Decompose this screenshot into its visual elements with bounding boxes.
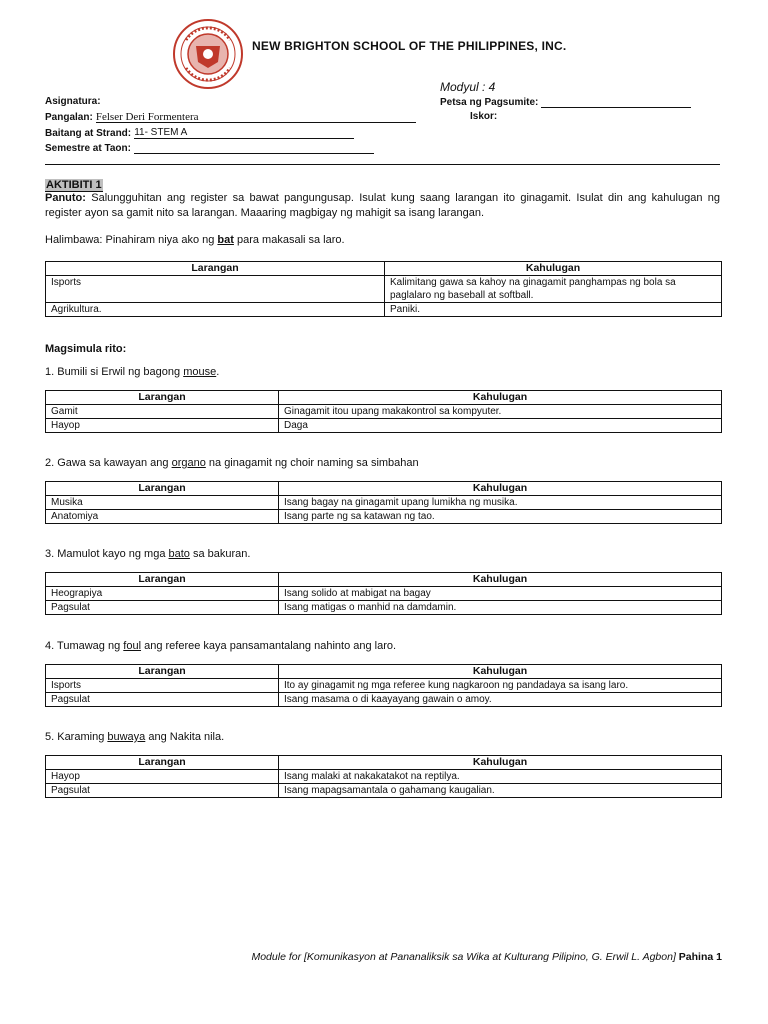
- page-number: 1: [716, 951, 722, 963]
- item-4-sentence: 4. Tumawag ng foul ang referee kaya pansamantalang nahinto ang laro.: [45, 640, 397, 652]
- item-2-sentence: 2. Gawa sa kawayan ang organo na ginagamit ng choir naming sa simbahan: [45, 457, 419, 469]
- item-3-table: Larangan Kahulugan Heograpiya Isang solido at mabigat na bagay Pagsulat Isang matigas o manhid na damdamin.: [45, 572, 722, 615]
- asignatura-label: Asignatura:: [45, 96, 101, 107]
- semestre-line[interactable]: [134, 142, 374, 154]
- baitang-value[interactable]: 11- STEM A: [134, 127, 354, 139]
- table-row: Pagsulat Isang masama o di kaayayang gawain o amoy.: [46, 693, 722, 707]
- table-row: Hayop Daga: [46, 419, 722, 433]
- register-word: buwaya: [107, 731, 146, 743]
- header-larangan: Larangan: [46, 262, 385, 276]
- module-number: Modyul : 4: [440, 80, 496, 94]
- item-2-table: Larangan Kahulugan Musika Isang bagay na ginagamit upang lumikha ng musika. Anatomiya Isang parte ng sa katawan ng tao.: [45, 481, 722, 524]
- table-row: Isports Ito ay ginagamit ng mga referee kung nagkaroon ng pandadaya sa isang laro.: [46, 679, 722, 693]
- item-5-sentence: 5. Karaming buwaya ang Nakita nila.: [45, 731, 225, 743]
- semestre-field: Semestre at Taon:: [45, 142, 374, 154]
- item-4-table: Larangan Kahulugan Isports Ito ay ginagamit ng mga referee kung nagkaroon ng pandadaya sa isang laro. Pagsulat Isang masama o di kaayayang gawain o amoy.: [45, 664, 722, 707]
- table-row: Heograpiya Isang solido at mabigat na bagay: [46, 587, 722, 601]
- table-row: Musika Isang bagay na ginagamit upang lumikha ng musika.: [46, 496, 722, 510]
- pangalan-value[interactable]: Felser Deri Formentera: [96, 111, 416, 123]
- table-row: Gamit Ginagamit itou upang makakontrol sa kompyuter.: [46, 405, 722, 419]
- item-3-sentence: 3. Mamulot kayo ng mga bato sa bakuran.: [45, 548, 251, 560]
- register-word: foul: [123, 640, 142, 652]
- register-word: mouse: [183, 366, 217, 378]
- pangalan-field: Pangalan: Felser Deri Formentera: [45, 111, 416, 123]
- table-row: Hayop Isang malaki at nakakatakot na reptilya.: [46, 770, 722, 784]
- item-1-sentence: 1. Bumili si Erwil ng bagong mouse.: [45, 366, 220, 378]
- divider: [45, 164, 720, 165]
- header-kahulugan: Kahulugan: [385, 262, 722, 276]
- start-label: Magsimula rito:: [45, 343, 127, 355]
- page-footer: Module for [Komunikasyon at Pananaliksik sa Wika at Kulturang Pilipino, G. Erwil L. Agbon] Pahina 1: [251, 951, 722, 963]
- panuto-paragraph: Panuto: Salungguhitan ang register sa bawat pangungusap. Isulat kung saang larangan ito ginagamit. Isulat din ang kahulugan ng register ayon sa gamit nito sa larangan. Maaaring magbigay ng mahigit sa isang larangan.: [45, 192, 720, 219]
- baitang-field: Baitang at Strand: 11- STEM A: [45, 127, 354, 139]
- table-row: Agrikultura. Paniki.: [46, 303, 722, 317]
- petsa-line[interactable]: [541, 96, 691, 108]
- petsa-label: Petsa ng Pagsumite:: [440, 96, 691, 108]
- iskor-label: Iskor:: [470, 111, 498, 122]
- register-word: bato: [168, 548, 190, 560]
- activity-title: AKTIBITI 1: [46, 179, 102, 191]
- example-sentence: Halimbawa: Pinahiram niya ako ng bat para makasali sa laro.: [45, 234, 345, 246]
- table-row: Isports Kalimitang gawa sa kahoy na ginagamit panghampas ng bola sa paglalaro ng baseball at softball.: [46, 276, 722, 303]
- table-row: Pagsulat Isang matigas o manhid na damdamin.: [46, 601, 722, 615]
- school-seal-logo: [172, 18, 244, 90]
- item-5-table: Larangan Kahulugan Hayop Isang malaki at nakakatakot na reptilya. Pagsulat Isang mapagsamantala o gahamang kaugalian.: [45, 755, 722, 798]
- table-row: Pagsulat Isang mapagsamantala o gahamang kaugalian.: [46, 784, 722, 798]
- school-name: NEW BRIGHTON SCHOOL OF THE PHILIPPINES, INC.: [252, 39, 567, 53]
- table-row: Anatomiya Isang parte ng sa katawan ng tao.: [46, 510, 722, 524]
- item-1-table: Larangan Kahulugan Gamit Ginagamit itou upang makakontrol sa kompyuter. Hayop Daga: [45, 390, 722, 433]
- register-word: organo: [171, 457, 206, 469]
- example-table: [45, 261, 722, 317]
